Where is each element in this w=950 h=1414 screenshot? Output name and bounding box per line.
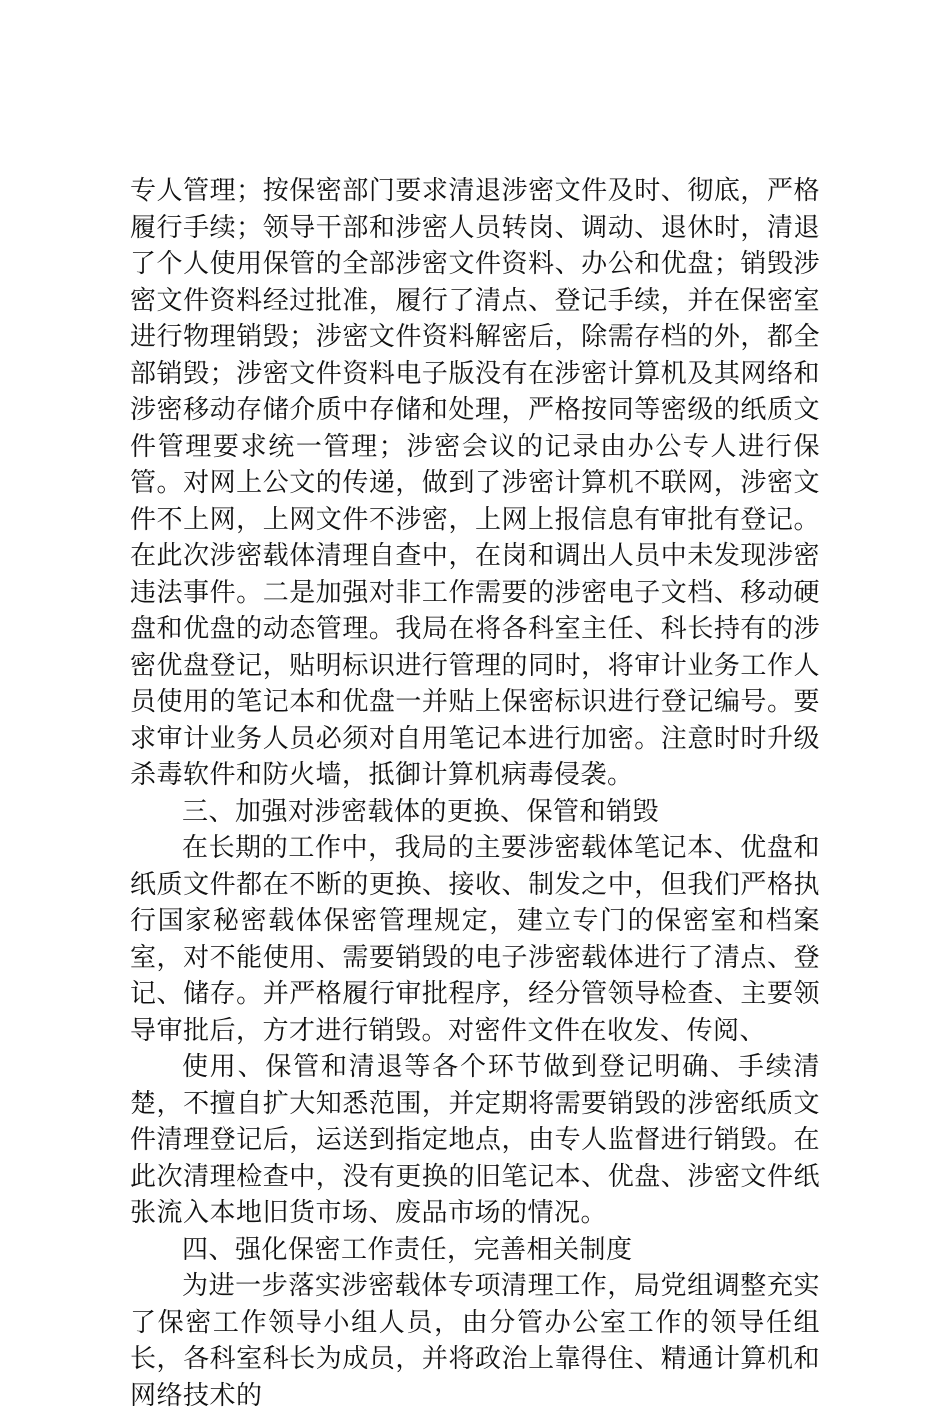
section-heading-4: 四、强化保密工作责任，完善相关制度 [182,1234,633,1265]
section-heading-3: 三、加强对涉密载体的更换、保管和销毁 [182,796,660,827]
paragraph-continued: 专人管理；按保密部门要求清退涉密文件及时、彻底，严格履行手续；领导干部和涉密人员转岗、调动、退休时，清退了个人使用保管的全部涉密文件资料、办公和优盘；销毁涉密文件资料经过批准，履行了清点、登记手续，并在保密室进行物理销毁；涉密文件资料解密后，除需存档的外，都全部销毁；涉密文件资料电子版没有在涉密计算机及其网络和涉密移动存储介质中存储和处理，严格按同等密级的纸质文件管理要求统一管理；涉密会议的记录由办公专人进行保管。对网上公文的传递，做到了涉密计算机不联网，涉密文件不上网，上网文件不涉密，上网上报信息有审批有登记。在此次涉密载体清理自查中，在岗和调出人员中未发现涉密违法事件。二是加强对非工作需要的涉密电子文档、移动硬盘和优盘的动态管理。我局在将各科室主任、科长持有的涉密优盘登记，贴明标识进行管理的同时，将审计业务工作人员使用的笔记本和优盘一并贴上保密标识进行登记编号。要求审计业务人员必须对自用笔记本进行加密。注意时时升级杀毒软件和防火墙，抵御计算机病毒侵袭。 [130,176,820,790]
paragraph-section-4-a: 为进一步落实涉密载体专项清理工作，局党组调整充实了保密工作领导小组人员，由分管办公室工作的领导任组长，各科室科长为成员，并将政治上靠得住、精通计算机和网络技术的 [130,1271,820,1411]
paragraph-section-3-b: 使用、保管和清退等各个环节做到登记明确、手续清楚，不擅自扩大知悉范围，并定期将需要销毁的涉密纸质文件清理登记后，运送到指定地点，由专人监督进行销毁。在此次清理检查中，没有更换的旧笔记本、优盘、涉密文件纸张流入本地旧货市场、废品市场的情况。 [130,1052,820,1228]
paragraph-section-3-a: 在长期的工作中，我局的主要涉密载体笔记本、优盘和纸质文件都在不断的更换、接收、制发之中，但我们严格执行国家秘密载体保密管理规定，建立专门的保密室和档案室，对不能使用、需要销毁的电子涉密载体进行了清点、登记、储存。并严格履行审批程序，经分管领导检查、主要领导审批后，方才进行销毁。对密件文件在收发、传阅、 [130,833,820,1046]
document-page [130,173,820,1414]
